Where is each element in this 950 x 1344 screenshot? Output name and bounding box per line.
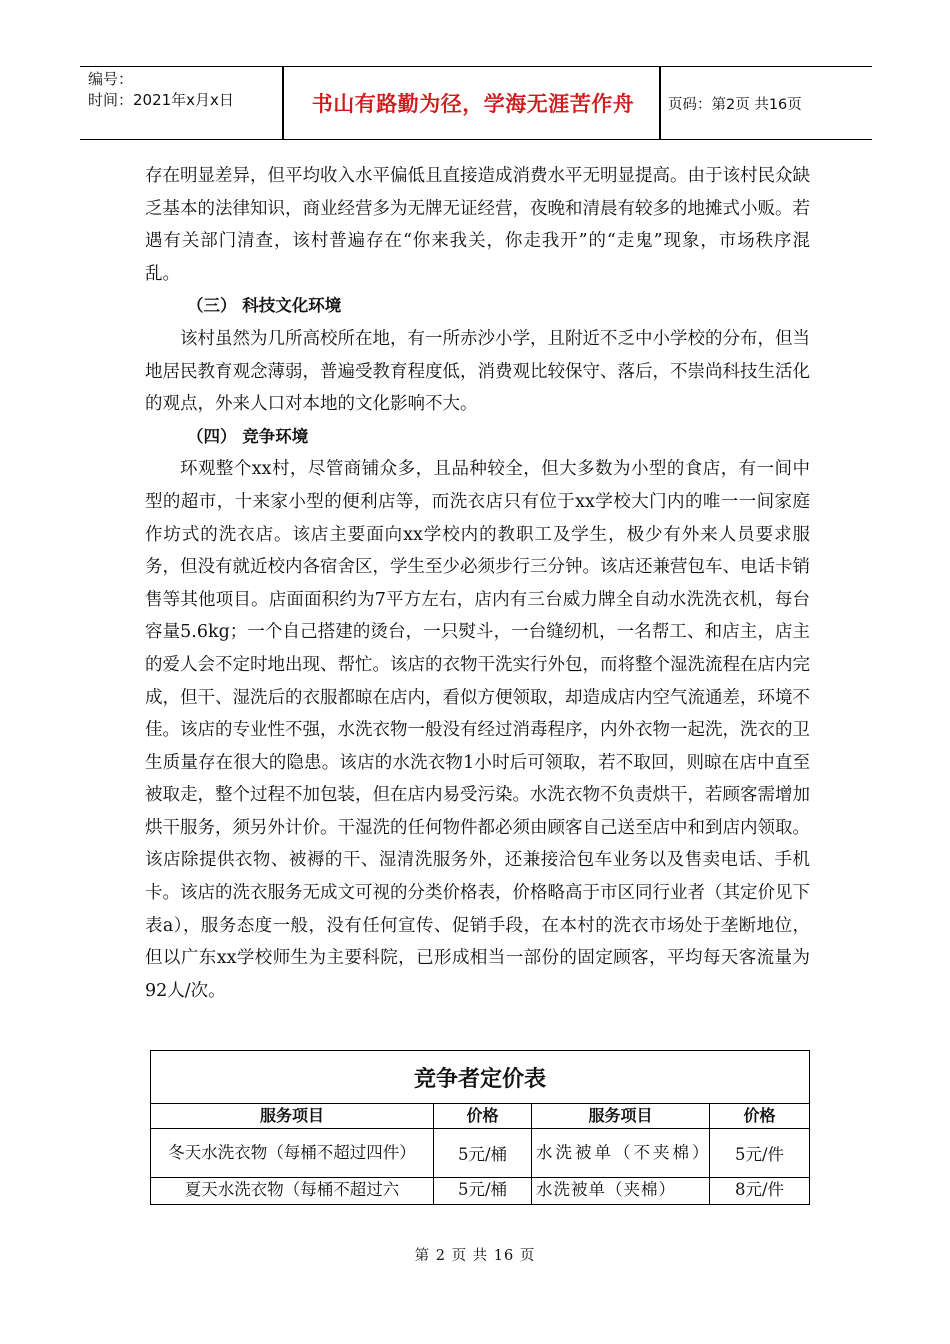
document-number-label: 编号： — [88, 70, 134, 88]
page-footer: 第 2 页 共 16 页 — [414, 1248, 536, 1264]
document-date-label: 时间：2021年x月x日 — [88, 91, 234, 109]
table-cell: 5元/桶 — [434, 1129, 532, 1178]
column-header: 服务项目 — [532, 1104, 710, 1129]
column-header: 价格 — [710, 1104, 810, 1129]
table-row — [151, 1129, 810, 1178]
column-header: 服务项目 — [151, 1104, 434, 1129]
section-heading-4: （四） 竞争环境 — [187, 426, 309, 446]
table-title: 竞争者定价表 — [151, 1051, 810, 1104]
header-motto: 书山有路勤为径，学海无涯苦作舟 — [311, 92, 635, 116]
header-page-info: 页码：第2页 共16页 — [668, 96, 802, 113]
document-body — [145, 160, 810, 1007]
table-row — [151, 1178, 810, 1205]
competitor-price-table — [150, 1050, 809, 1205]
paragraph: 环观整个xx村，尽管商铺众多，且品种较全，但大多数为小型的食店，有一间中型的超市，十来家小型的便利店等，而洗衣店只有位于xx学校大门内的唯一一间家庭作坊式的洗衣店。该店主要面向xx学校内的教职工及学生，极少有外来人员要求服务，但没有就近校内各宿舍区，学生至少必须步行三分钟。该店还兼营包车、电话卡销售等其他项目。店面面积约为7平方左右，店内有三台威力牌全自动水洗洗衣机，每台容量5.6kg；一个自己搭建的烫台，一只熨斗，一台缝纫机，一名帮工、和店主，店主的爱人会不定时地出现、帮忙。该店的衣物干洗实行外包，而将整个湿洗流程在店内完成，但干、湿洗后的衣服都晾在店内，看似方便领取，却造成店内空气流通差，环境不佳。该店的专业性不强，水洗衣物一般没有经过消毒程序，内外衣物一起洗，洗衣的卫生质量存在很大的隐患。该店的水洗衣物1小时后可领取，若不取回，则晾在店中直至被取走，整个过程不加包装，但在店内易受污染。水洗衣物不负责烘干，若顾客需增加烘干服务，须另外计价。干湿洗的任何物件都必须由顾客自己送至店中和到店内领取。该店除提供衣物、被褥的干、湿清洗服务外，还兼接洽包车业务以及售卖电话、手机卡。该店的洗衣服务无成文可视的分类价格表，价格略高于市区同行业者（其定价见下表a），服务态度一般，没有任何宣传、促销手段，在本村的洗衣市场处于垄断地位，但以广东xx学校师生为主要科院，已形成相当一部份的固定顾客，平均每天客流量为92人/次。 — [145, 459, 810, 1001]
table-cell: 水洗被单（夹棉） — [532, 1178, 710, 1205]
header-meta — [88, 69, 288, 111]
table-cell: 5元/件 — [710, 1129, 810, 1178]
table-cell: 夏天水洗衣物（每桶不超过六 — [151, 1178, 434, 1205]
table-header-row — [151, 1104, 810, 1129]
page-header — [80, 66, 872, 140]
paragraph: 该村虽然为几所高校所在地，有一所赤沙小学，且附近不乏中小学校的分布，但当地居民教育观念薄弱，普遍受教育程度低，消费观比较保守、落后，不崇尚科技生活化的观点，外来人口对本地的文化影响不大。 — [145, 328, 810, 415]
header-divider — [659, 67, 661, 139]
table-cell: 5元/桶 — [434, 1178, 532, 1205]
table-cell: 水洗被单（不夹棉） — [532, 1129, 710, 1178]
table-cell: 8元/件 — [710, 1178, 810, 1205]
paragraph: 存在明显差异，但平均收入水平偏低且直接造成消费水平无明显提高。由于该村民众缺乏基本的法律知识，商业经营多为无牌无证经营，夜晚和清晨有较多的地摊式小贩。若遇有关部门清查，该村普遍存在“你来我关，你走我开”的“走鬼”现象，市场秩序混乱。 — [145, 166, 810, 284]
section-heading-3: （三） 科技文化环境 — [187, 296, 342, 316]
table-cell: 冬天水洗衣物（每桶不超过四件） — [151, 1129, 434, 1178]
column-header: 价格 — [434, 1104, 532, 1129]
